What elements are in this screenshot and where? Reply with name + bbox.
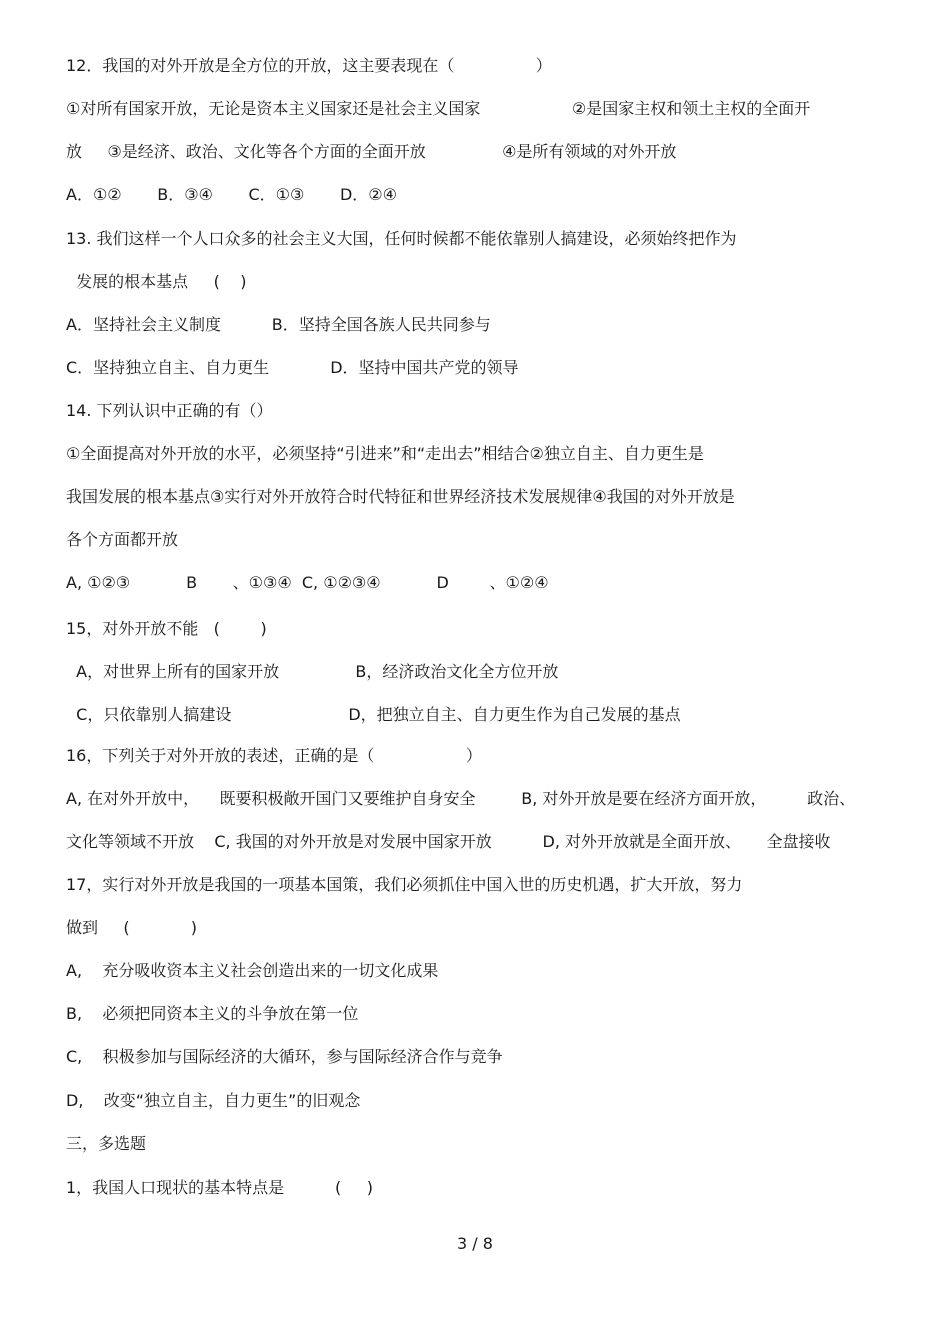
q13-choices-cd: C．坚持独立自主、自力更生 D．坚持中国共产党的领导 — [66, 358, 519, 377]
q16-choices-line1: A, 在对外开放中， 既要积极敞开国门又要维护自身安全 B, 对外开放是要在经济方面开放， 政治、 — [66, 789, 856, 808]
mc-q1-stem: 1，我国人口现状的基本特点是 ( ) — [66, 1178, 373, 1197]
q17-choice-b: B, 必须把同资本主义的斗争放在第一位 — [66, 1004, 359, 1023]
q15-choices-ab: A，对世界上所有的国家开放 B，经济政治文化全方位开放 — [66, 662, 559, 681]
q12-options-line1: ①对所有国家开放，无论是资本主义国家还是社会主义国家 ②是国家主权和领土主权的全面开 — [66, 99, 811, 118]
q14-stem: 14. 下列认识中正确的有（） — [66, 401, 273, 420]
q17-choice-a: A, 充分吸收资本主义社会创造出来的一切文化成果 — [66, 961, 439, 980]
q17-choice-d: D, 改变“独立自主，自力更生”的旧观念 — [66, 1091, 361, 1110]
q17-stem-line1: 17，实行对外开放是我国的一项基本国策，我们必须抓住中国入世的历史机遇，扩大开放，努力 — [66, 875, 743, 894]
q12-options-line2: 放 ③是经济、政治、文化等各个方面的全面开放 ④是所有领域的对外开放 — [66, 142, 677, 161]
q14-text-line3: 各个方面都开放 — [66, 530, 179, 549]
page-number: 3 / 8 — [457, 1234, 493, 1253]
q14-text-line2: 我国发展的根本基点③实行对外开放符合时代特征和世界经济技术发展规律④我国的对外开放是 — [66, 487, 735, 506]
q17-choice-c: C, 积极参加与国际经济的大循环，参与国际经济合作与竞争 — [66, 1047, 503, 1066]
q15-stem: 15，对外开放不能 ( ) — [66, 619, 267, 638]
q14-choices: A, ①②③ B 、①③④ C, ①②③④ D 、①②④ — [66, 573, 549, 592]
q17-stem-line2: 做到 ( ) — [66, 918, 197, 937]
q15-choices-cd: C，只依靠别人搞建设 D，把独立自主、自力更生作为自己发展的基点 — [66, 705, 681, 724]
q16-stem: 16，下列关于对外开放的表述，正确的是（ ） — [66, 746, 482, 765]
q12-choices: A．①② B．③④ C．①③ D．②④ — [66, 185, 397, 204]
q13-stem-line2: 发展的根本基点 ( ) — [66, 272, 247, 291]
q13-stem-line1: 13. 我们这样一个人口众多的社会主义大国，任何时候都不能依靠别人搞建设，必须始终把作为 — [66, 229, 737, 248]
q13-choices-ab: A．坚持社会主义制度 B．坚持全国各族人民共同参与 — [66, 315, 491, 334]
section-heading-multiple-choice: 三，多选题 — [66, 1134, 147, 1153]
q16-choices-line2: 文化等领域不开放 C, 我国的对外开放是对发展中国家开放 D, 对外开放就是全面开放、 全盘接收 — [66, 832, 831, 851]
q12-stem: 12．我国的对外开放是全方位的开放，这主要表现在（ ） — [66, 56, 552, 75]
q14-text-line1: ①全面提高对外开放的水平，必须坚持“引进来”和“走出去”相结合②独立自主、自力更生是 — [66, 444, 704, 463]
